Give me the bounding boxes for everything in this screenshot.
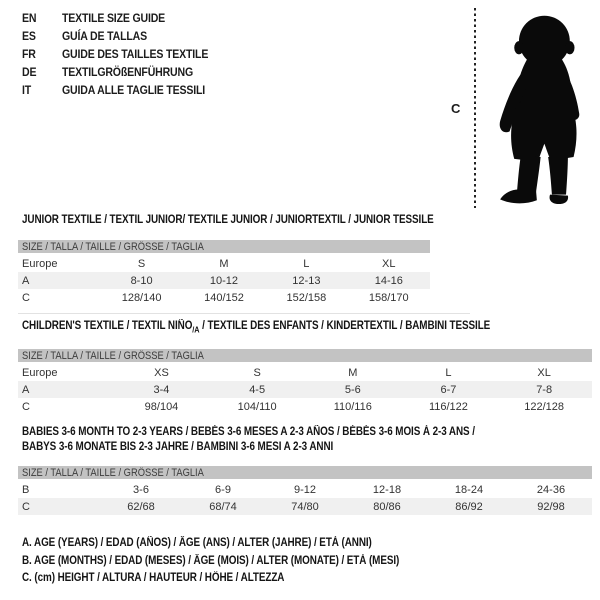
cell: 74/80 [291, 500, 319, 513]
table-header-row [18, 349, 592, 363]
language-code: ES [22, 29, 36, 43]
cell: 116/122 [428, 400, 468, 413]
note-height-cm: C. (cm) HEIGHT / ALTURA / HAUTEUR / HÖHE / ALTEZZA [22, 572, 285, 584]
cell: 14-16 [374, 274, 403, 287]
row-label: Europe [22, 366, 58, 379]
table-row [18, 381, 592, 398]
cell: M [348, 366, 358, 379]
cell: 12-18 [372, 483, 402, 496]
cell: 18-24 [454, 483, 484, 496]
cell: 5-6 [344, 383, 361, 396]
list-item [22, 27, 228, 45]
heading-text: CHILDREN'S TEXTILE / TEXTIL NIÑO [22, 320, 193, 332]
section-heading-babies [22, 425, 475, 455]
list-item [22, 9, 228, 27]
height-measure-label: C [451, 101, 461, 116]
table-row [18, 480, 592, 498]
table-row [18, 272, 430, 289]
section-divider [18, 313, 470, 314]
table-row [18, 363, 592, 381]
row-label: C [22, 291, 30, 304]
cell: 24-36 [536, 483, 566, 496]
cell: 6-7 [440, 383, 457, 396]
children-size-table [18, 349, 592, 415]
size-header-label: SIZE / TALLA / TAILLE / GRÖSSE / TAGLIA [22, 466, 204, 479]
toddler-silhouette-icon [486, 8, 599, 208]
guide-title: TEXTILGRÖßENFÜHRUNG [62, 65, 194, 79]
cell: 7-8 [536, 383, 553, 396]
size-header-bar [18, 466, 592, 480]
cell: 3-6 [133, 483, 149, 496]
heading-subscript: /A [192, 324, 200, 335]
cell: 4-5 [249, 383, 266, 396]
cell: 62/68 [127, 500, 155, 513]
row-label: A [22, 383, 30, 396]
table-header-row [18, 240, 430, 254]
heading-line: BABYS 3-6 MONATE BIS 2-3 JAHRE / BAMBINI 3-6 MESI A 2-3 ANNI [22, 441, 334, 453]
cell: 9-12 [293, 483, 317, 496]
guide-title: GUIDE DES TAILLES TEXTILE [62, 47, 209, 61]
cell: L [303, 257, 310, 270]
language-code: FR [22, 47, 36, 61]
table-row [18, 254, 430, 272]
row-label: A [22, 274, 30, 287]
cell: 86/92 [455, 500, 483, 513]
cell: 128/140 [121, 291, 162, 304]
language-title-list [22, 9, 228, 99]
cell: L [445, 366, 452, 379]
cell: S [137, 257, 146, 270]
note-age-years: A. AGE (YEARS) / EDAD (AÑOS) / ÂGE (ANS) / ALTER (JAHRE) / ETÀ (ANNI) [22, 537, 372, 549]
cell: XL [382, 257, 396, 270]
language-code: EN [22, 11, 37, 25]
heading-line: BABIES 3-6 MONTH TO 2-3 YEARS / BEBÉS 3-6 MESES A 2-3 AÑOS / BÉBÉS 3-6 MOIS À 2-3 ANS / [22, 426, 475, 438]
cell: 158/170 [368, 291, 409, 304]
size-header-bar [18, 240, 430, 254]
cell: 110/116 [333, 400, 372, 413]
list-item [22, 81, 228, 99]
cell: 10-12 [209, 274, 239, 287]
list-item [22, 45, 228, 63]
cell: 122/128 [524, 400, 565, 413]
cell: 3-4 [153, 383, 170, 396]
measurement-notes [22, 535, 461, 588]
guide-title: GUÍA DE TALLAS [62, 29, 147, 43]
cell: 80/86 [373, 500, 401, 513]
height-measure-line [474, 8, 476, 208]
heading-text: / TEXTILE DES ENFANTS / KINDERTEXTIL / BAMBINI TESSILE [199, 320, 491, 332]
cell: M [219, 257, 229, 270]
cell: 68/74 [209, 500, 237, 513]
table-row [18, 398, 592, 415]
cell: XL [537, 366, 551, 379]
language-code: DE [22, 65, 37, 79]
cell: 140/152 [204, 291, 244, 304]
table-row [18, 289, 430, 306]
cell: 6-9 [215, 483, 231, 496]
table-header-row [18, 466, 592, 480]
size-header-label: SIZE / TALLA / TAILLE / GRÖSSE / TAGLIA [22, 349, 204, 362]
junior-size-table [18, 240, 430, 306]
list-item [22, 63, 228, 81]
cell: 152/158 [286, 291, 327, 304]
language-code: IT [22, 83, 32, 97]
section-heading-junior: JUNIOR TEXTILE / TEXTIL JUNIOR/ TEXTILE JUNIOR / JUNIORTEXTIL / JUNIOR TESSILE [22, 214, 434, 226]
row-label: C [22, 400, 30, 413]
note-age-months: B. AGE (MONTHS) / EDAD (MESES) / ÂGE (MOIS) / ALTER (MONATE) / ETÀ (MESI) [22, 554, 400, 567]
table-row [18, 498, 592, 515]
size-header-bar [18, 349, 592, 363]
cell: 12-13 [292, 274, 321, 287]
cell: XS [154, 366, 169, 379]
cell: 8-10 [130, 274, 153, 287]
cell: S [253, 366, 261, 379]
guide-title: GUIDA ALLE TAGLIE TESSILI [62, 83, 206, 97]
guide-title: TEXTILE SIZE GUIDE [62, 11, 166, 25]
cell: 104/110 [237, 400, 277, 413]
cell: 98/104 [144, 400, 179, 413]
section-heading-children [22, 320, 490, 334]
babies-size-table [18, 466, 592, 515]
row-label: B [22, 483, 30, 496]
size-header-label: SIZE / TALLA / TAILLE / GRÖSSE / TAGLIA [22, 240, 204, 253]
row-label: C [22, 500, 30, 513]
cell: 92/98 [537, 500, 565, 513]
row-label: Europe [22, 257, 58, 270]
